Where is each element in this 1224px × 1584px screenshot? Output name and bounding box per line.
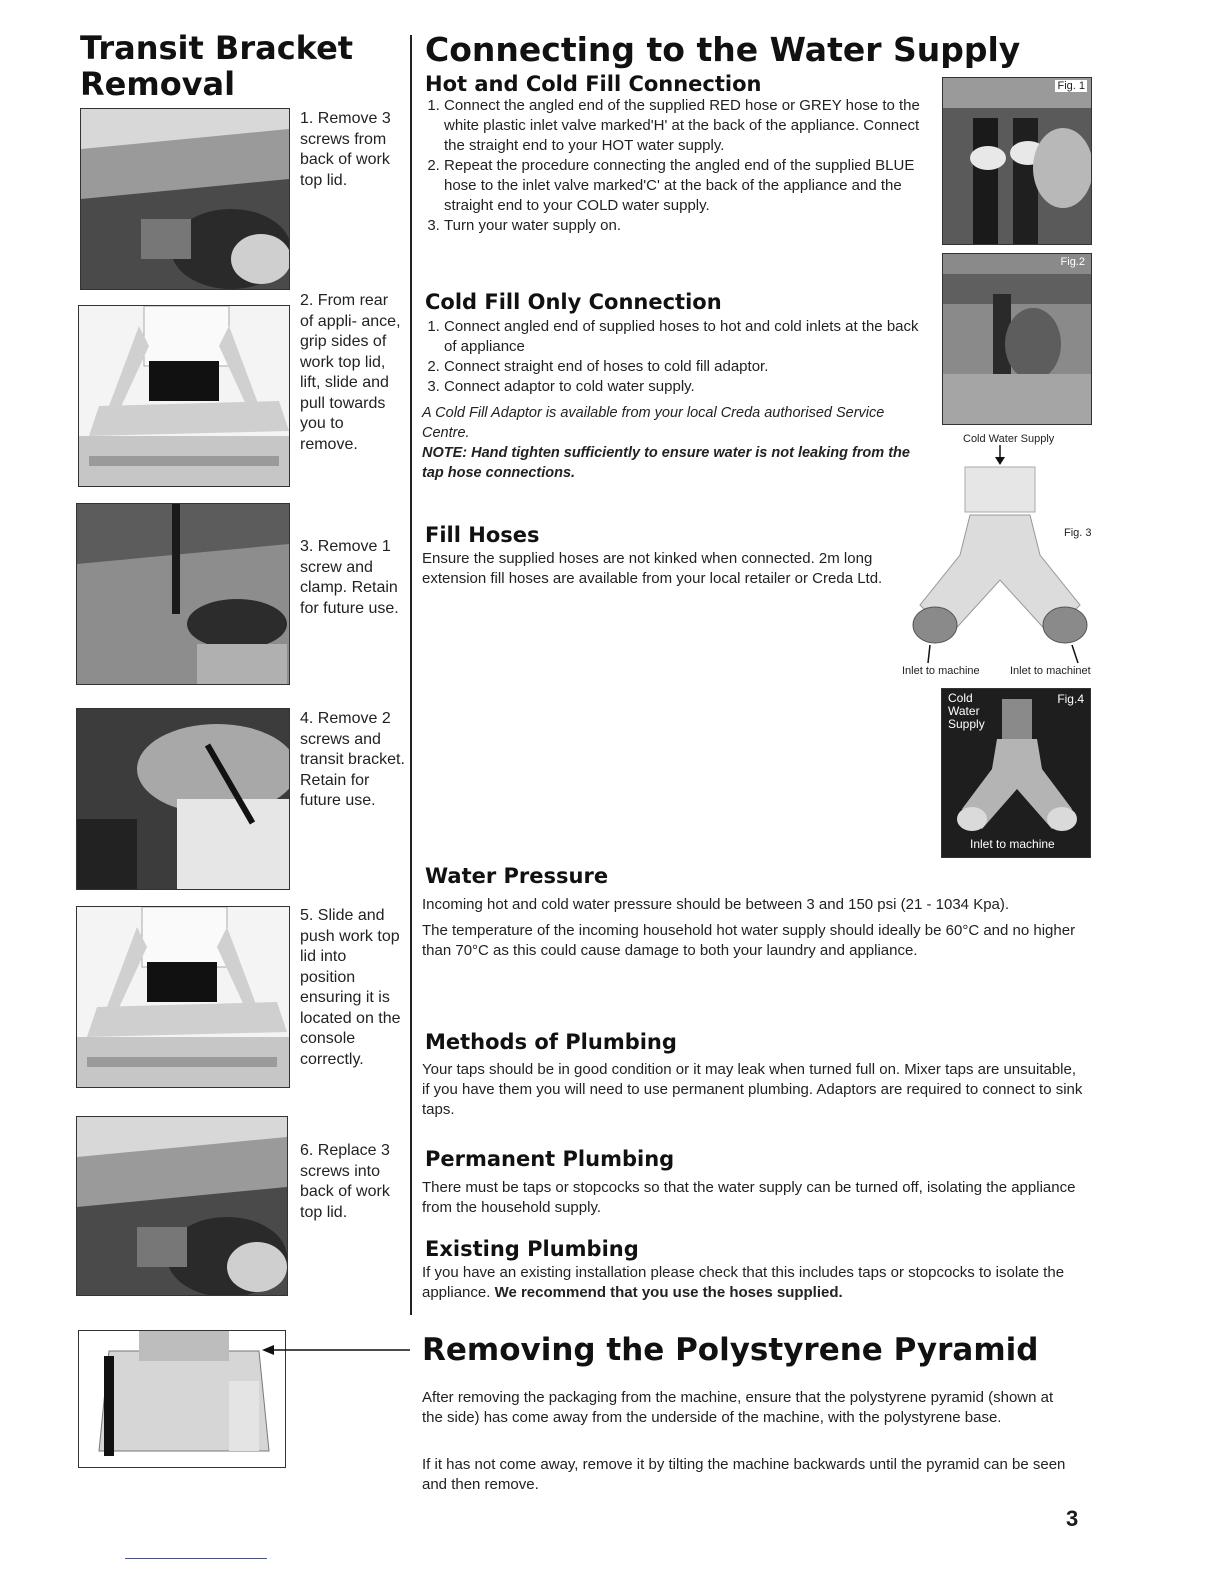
step-5-text: 5. Slide and push work top lid into position ensuring it is located on the console correctly. bbox=[300, 907, 401, 1068]
step-1-text: 1. Remove 3 screws from back of work top lid. bbox=[300, 110, 391, 189]
fig-4-inlet-label: Inlet to machine bbox=[970, 837, 1055, 851]
step-4-text: 4. Remove 2 screws and transit bracket. Retain for future use. bbox=[300, 710, 405, 809]
inlet-left-label: Inlet to machine bbox=[902, 665, 980, 677]
polystyrene-text-2: If it has not come away, remove it by tilting the machine backwards until the pyramid can be seen and then remove. bbox=[422, 1456, 1066, 1493]
step-6-photo bbox=[76, 1116, 288, 1296]
hot-cold-item: 2. Repeat the procedure connecting the angled end of the supplied BLUE hose to the inlet valve marked'C' at the back of the appliance and the straight end to your COLD water supply. bbox=[444, 156, 942, 216]
inlet-right-label: Inlet to machinet bbox=[1010, 665, 1091, 677]
hot-cold-item: 3. Turn your water supply on. bbox=[444, 216, 942, 236]
hot-cold-item: 1. Connect the angled end of the supplied RED hose or GREY hose to the white plastic inlet valve marked'H' at the back of the appliance. Connect the straight end to your HOT water supply. bbox=[444, 96, 942, 156]
step-4-photo bbox=[76, 708, 290, 890]
column-divider bbox=[410, 35, 412, 1315]
cold-only-item: 1. Connect angled end of supplied hoses to hot and cold inlets at the back of appliance bbox=[444, 317, 934, 357]
fig-4-label: Fig.4 bbox=[1057, 692, 1084, 706]
fig-3-adaptor-drawing bbox=[900, 445, 1100, 670]
step-3-text: 3. Remove 1 screw and clamp. Retain for future use. bbox=[300, 538, 399, 617]
polystyrene-title: Removing the Polystyrene Pyramid bbox=[422, 1332, 1039, 1368]
step-2-text: 2. From rear of appli- ance, grip sides of work top lid, lift, slide and pull towards you to remove. bbox=[300, 292, 401, 453]
fig-3-label: Fig. 3 bbox=[1064, 527, 1092, 539]
cold-only-item: 3. Connect adaptor to cold water supply. bbox=[444, 377, 934, 397]
methods-heading: Methods of Plumbing bbox=[425, 1030, 677, 1054]
cold-water-supply-label: Cold Water Supply bbox=[963, 433, 1055, 445]
fig-4-supply: Supply bbox=[948, 717, 985, 731]
pyramid-pointer-arrow bbox=[262, 1343, 412, 1357]
step-6-text: 6. Replace 3 screws into back of work top lid. bbox=[300, 1142, 390, 1221]
fig-1-photo bbox=[942, 77, 1092, 245]
hot-cold-list bbox=[422, 96, 942, 236]
fig-4-photo bbox=[941, 688, 1091, 858]
fig-1-label: Fig. 1 bbox=[1057, 80, 1085, 92]
step-2-photo bbox=[78, 305, 290, 487]
cold-only-heading: Cold Fill Only Connection bbox=[425, 290, 722, 314]
step-3-photo bbox=[76, 503, 290, 685]
pyramid-photo bbox=[78, 1330, 286, 1468]
methods-text: Your taps should be in good condition or it may leak when turned full on. Mixer taps are unsuitable, if you have them you will need to use permanent plumbing. Adaptors are required to connect to sink taps. bbox=[422, 1061, 1083, 1118]
permanent-heading: Permanent Plumbing bbox=[425, 1147, 675, 1171]
water-pressure-text-2: The temperature of the incoming household hot water supply should ideally be 60°C and no higher than 70°C as this could cause damage to both your laundry and appliance. bbox=[422, 922, 1076, 959]
water-pressure-heading: Water Pressure bbox=[425, 864, 609, 888]
fig-2-label: Fig.2 bbox=[1060, 256, 1085, 268]
cold-only-list bbox=[422, 317, 934, 483]
fig-4-water: Water bbox=[948, 704, 980, 718]
existing-text bbox=[422, 1263, 1087, 1303]
existing-text-plain: If you have an existing installation please check that this includes taps or stopcocks to isolate the appliance. bbox=[422, 1264, 1065, 1301]
water-supply-title: Connecting to the Water Supply bbox=[425, 30, 1021, 69]
fig-2-photo bbox=[942, 253, 1092, 425]
page-number: 3 bbox=[1066, 1506, 1079, 1531]
transit-bracket-title: Transit Bracket Removal bbox=[80, 29, 354, 103]
fill-hoses-heading: Fill Hoses bbox=[425, 523, 540, 547]
polystyrene-text-1: After removing the packaging from the machine, ensure that the polystyrene pyramid (shown at the side) has come away from the underside of the machine, with the polystyrene base. bbox=[422, 1389, 1054, 1426]
hand-tighten-note: NOTE: Hand tighten sufficiently to ensure water is not leaking from the tap hose connections. bbox=[422, 445, 910, 481]
step-1-photo bbox=[80, 108, 290, 290]
cold-only-item: 2. Connect straight end of hoses to cold fill adaptor. bbox=[444, 357, 934, 377]
step-5-photo bbox=[76, 906, 290, 1088]
permanent-text: There must be taps or stopcocks so that the water supply can be turned off, isolating the appliance from the household supply. bbox=[422, 1179, 1076, 1216]
footer-rule bbox=[125, 1558, 267, 1559]
water-pressure-text-1: Incoming hot and cold water pressure should be between 3 and 150 psi (21 - 1034 Kpa). bbox=[422, 896, 1010, 913]
fig-4-cold: Cold bbox=[948, 691, 973, 705]
hot-cold-heading: Hot and Cold Fill Connection bbox=[425, 72, 762, 96]
existing-text-bold: We recommend that you use the hoses supplied. bbox=[494, 1284, 843, 1301]
fill-hoses-text: Ensure the supplied hoses are not kinked when connected. 2m long extension fill hoses are available from your local retailer or Creda Ltd. bbox=[422, 550, 883, 587]
existing-heading: Existing Plumbing bbox=[425, 1237, 639, 1261]
adaptor-note: A Cold Fill Adaptor is available from your local Creda authorised Service Centre. bbox=[422, 405, 885, 441]
